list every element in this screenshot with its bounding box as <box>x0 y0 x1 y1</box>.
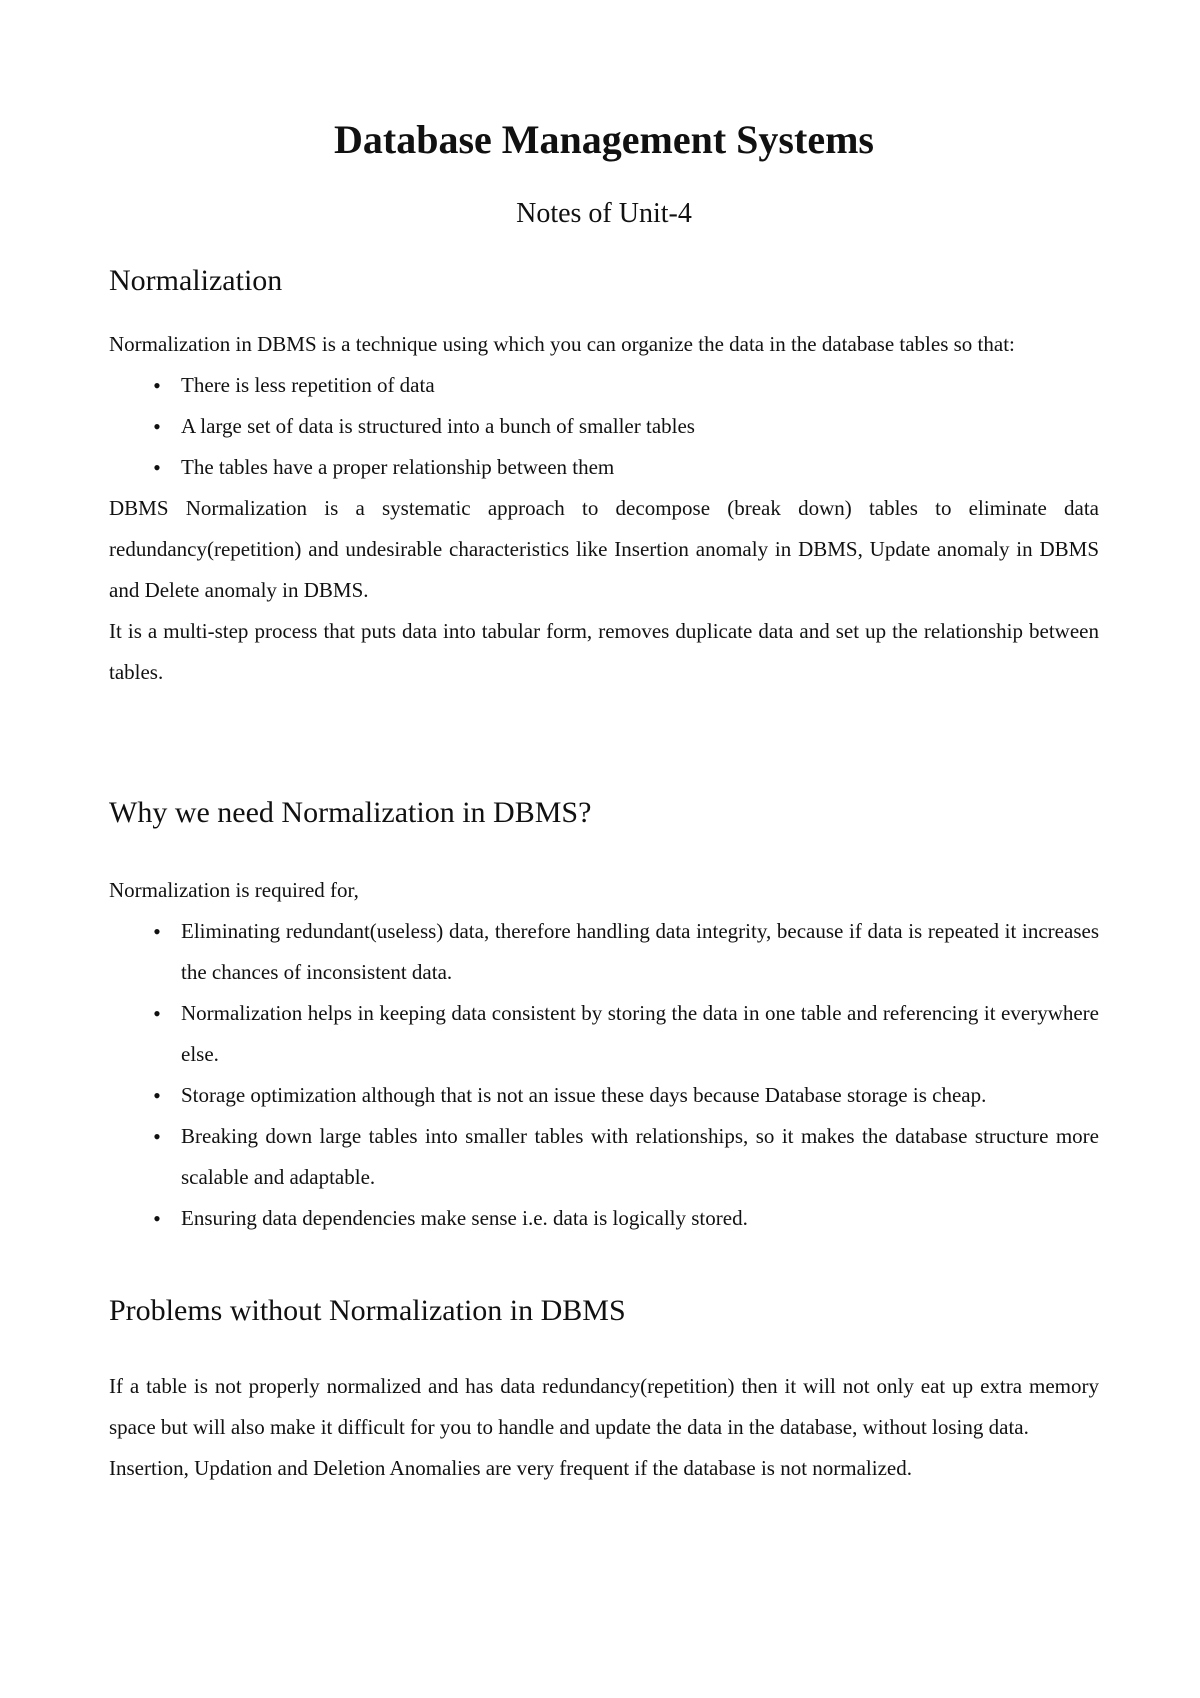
bullet-icon <box>147 365 167 407</box>
bullet-icon <box>147 447 167 489</box>
normalization-paragraph-1: DBMS Normalization is a systematic approach to decompose (break down) tables to eliminate data redundancy(repetition) and undesirable characteristics like Insertion anomaly in DBMS, Update anomaly in DBMS and Delete anomaly in DBMS. <box>109 496 1099 602</box>
heading-normalization: Normalization <box>109 264 283 297</box>
list-item: • Normalization helps in keeping data consistent by storing the data in one table and referencing it everywhere else. <box>109 993 1099 1075</box>
bullet-icon <box>147 1116 167 1158</box>
bullet-icon <box>147 1198 167 1240</box>
normalization-bullet-list <box>109 365 1099 488</box>
why-body <box>109 870 1099 1239</box>
list-item: • Ensuring data dependencies make sense i.e. data is logically stored. <box>109 1198 1099 1239</box>
problems-body <box>109 1366 1099 1489</box>
document-subtitle: Notes of Unit-4 <box>516 198 692 229</box>
why-intro: Normalization is required for, <box>109 878 359 902</box>
bullet-icon <box>147 911 167 953</box>
list-item: • Storage optimization although that is not an issue these days because Database storage is cheap. <box>109 1075 1099 1116</box>
normalization-intro: Normalization in DBMS is a technique using which you can organize the data in the database tables so that: <box>109 332 1015 356</box>
normalization-paragraph-2: It is a multi-step process that puts data into tabular form, removes duplicate data and set up the relationship between tables. <box>109 619 1099 684</box>
list-item: • Breaking down large tables into smaller tables with relationships, so it makes the database structure more scalable and adaptable. <box>109 1116 1099 1198</box>
list-item: • Eliminating redundant(useless) data, therefore handling data integrity, because if data is repeated it increases the chances of inconsistent data. <box>109 911 1099 993</box>
list-item: • There is less repetition of data <box>109 365 1099 406</box>
heading-why-normalization: Why we need Normalization in DBMS? <box>109 796 592 829</box>
document-title: Database Management Systems <box>334 117 874 162</box>
heading-problems: Problems without Normalization in DBMS <box>109 1294 626 1327</box>
problems-paragraph-2: Insertion, Updation and Deletion Anomalies are very frequent if the database is not normalized. <box>109 1456 912 1480</box>
bullet-icon <box>147 406 167 448</box>
bullet-icon <box>147 1075 167 1117</box>
normalization-body <box>109 324 1099 693</box>
problems-paragraph-1: If a table is not properly normalized and has data redundancy(repetition) then it will not only eat up extra memory space but will also make it difficult for you to handle and update the data in the database, without losing data. <box>109 1374 1099 1439</box>
list-item: • The tables have a proper relationship between them <box>109 447 1099 488</box>
why-bullet-list <box>109 911 1099 1239</box>
list-item: • A large set of data is structured into a bunch of smaller tables <box>109 406 1099 447</box>
bullet-icon <box>147 993 167 1035</box>
